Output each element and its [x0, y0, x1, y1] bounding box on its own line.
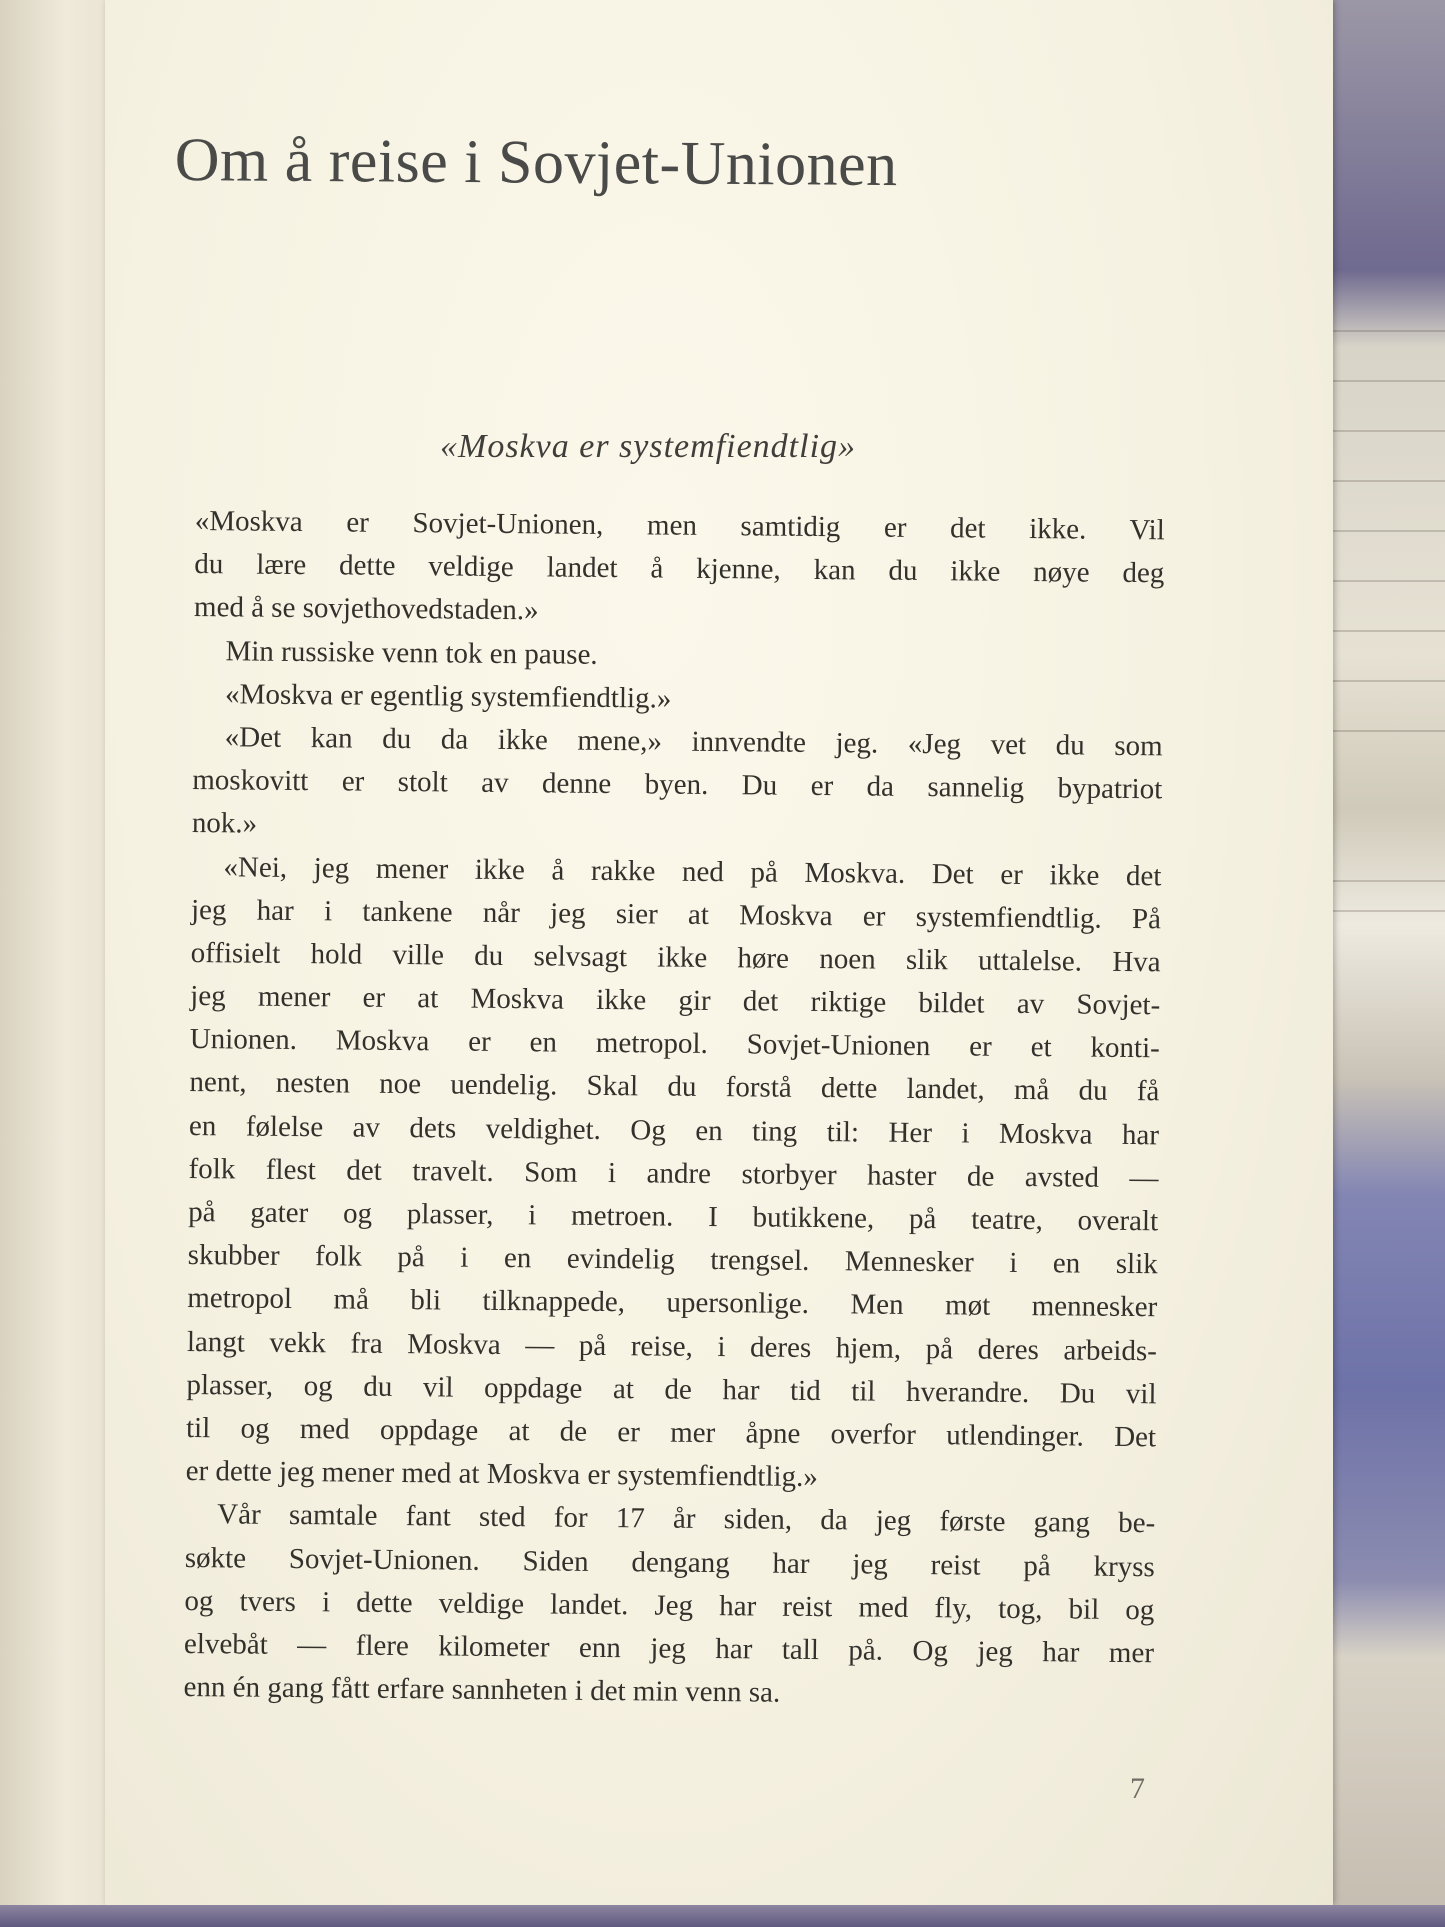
text-line: er dette jeg mener med at Moskva er systemfiendtlig.» [185, 1455, 818, 1494]
text-line: folk flest det travelt. Som i andre storbyer haster de avsted — [188, 1152, 1159, 1195]
text-line: metropol må bli tilknappede, upersonlige. Men møt mennesker [187, 1282, 1158, 1324]
text-line: offisielt hold ville du selvsagt ikke høre noen slik uttalelse. Hva [190, 936, 1161, 979]
text-line: du lære dette veldige landet å kjenne, kan du ikke nøye deg [194, 548, 1165, 590]
text-line: søkte Sovjet-Unionen. Siden dengang har jeg reist på kryss [184, 1541, 1155, 1583]
text-line: enn én gang fått erfare sannheten i det min venn sa. [183, 1671, 781, 1709]
text-line: nent, nesten noe uendelig. Skal du forstå dette landet, må du få [189, 1066, 1160, 1108]
background-book-stack [1320, 0, 1445, 1927]
text-line: til og med oppdage at de er mer åpne overfor utlendinger. Det [185, 1411, 1157, 1454]
text-line: jeg har i tankene når jeg sier at Moskva er systemfiendtlig. På [190, 893, 1162, 935]
text-line: langt vekk fra Moskva — på reise, i deres hjem, på deres arbeids- [186, 1325, 1158, 1367]
text-line: «Nei, jeg mener ikke å rakke ned på Moskva. Det er ikke det [223, 850, 1162, 892]
text-line: Unionen. Moskva er en metropol. Sovjet-Unionen er et konti- [189, 1023, 1160, 1065]
text-line: Vår samtale fant sted for 17 år siden, da jeg første gang be- [217, 1498, 1156, 1540]
body-text [183, 500, 1165, 1719]
text-line: nok.» [191, 807, 258, 840]
text-line: på gater og plasser, i metroen. I butikkene, på teatre, overalt [188, 1195, 1159, 1238]
text-line: «Moskva er Sovjet-Unionen, men samtidig er det ikke. Vil [194, 504, 1165, 547]
text-line: «Det kan du da ikke mene,» innvendte jeg. «Jeg vet du som [224, 721, 1163, 763]
text-line: med å se sovjethovedstaden.» [193, 591, 539, 627]
section-heading: «Moskva er systemfiendtlig» [440, 428, 857, 465]
text-line: jeg mener er at Moskva ikke gir det riktige bildet av Sovjet- [190, 980, 1161, 1022]
text-line: og tvers i dette veldige landet. Jeg har reist med fly, tog, bil og [184, 1584, 1155, 1626]
text-line: en følelse av dets veldighet. Og en ting til: Her i Moskva har [188, 1109, 1160, 1151]
text-line: «Moskva er egentlig systemfiendtlig.» [224, 678, 672, 715]
page-bottom-shadow [0, 1905, 1445, 1927]
text-line: elvebåt — flere kilometer enn jeg har tall på. Og jeg har mer [183, 1627, 1155, 1670]
text-line: moskovitt er stolt av denne byen. Du er da sannelig bypatriot [192, 764, 1163, 806]
chapter-title: Om å reise i Sovjet-Unionen [174, 125, 898, 200]
text-line: Min russiske venn tok en pause. [225, 634, 598, 671]
text-line: plasser, og du vil oppdage at de har tid til hverandre. Du vil [186, 1368, 1157, 1411]
page-number: 7 [1130, 1772, 1145, 1805]
left-page-edge [0, 0, 120, 1927]
text-line: skubber folk på i en evindelig trengsel. Mennesker i en slik [187, 1239, 1158, 1281]
